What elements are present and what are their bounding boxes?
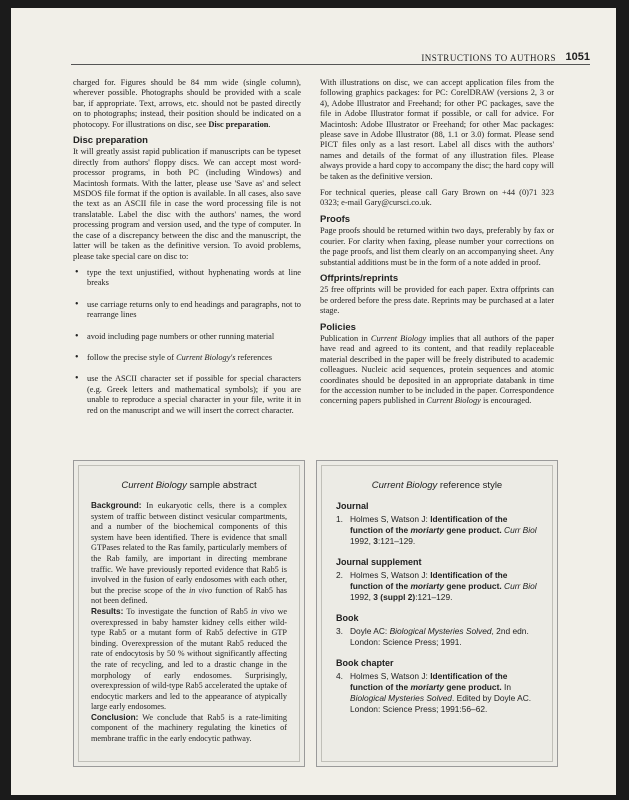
text: 3 (373, 536, 378, 546)
box-title (79, 480, 299, 491)
text: implies that all authors of the paper have read and agreed to its content, and that readily replaceable material described in the paper will be freely distributed to academic colleagues. Nucleic acid sequences, protein sequences and atomic coordinates should be deposited in an appropriate databank in time for the accession number to be included in the paper. Correspondence concerning papers published in (320, 333, 554, 406)
box-frame (321, 465, 553, 762)
text: is encouraged. (480, 396, 532, 406)
text: In eukaryotic cells, there is a complex system of traffic between distinct vesicular compartments, and a number of the biochemical components of this system have been identified. There is evidence that small GTPases related to the Ras family, particularly members of the Rab family, are important in directing membrane traffic. We have previously reported evidence that Rab5 is involved in the fusion of early endosomes with each other, but the precise scope of the (91, 501, 287, 595)
text: reference style (437, 480, 503, 491)
paragraph: For technical queries, please call Gary Brown on +44 (0)71 323 0323; e-mail Gary@cursci.co.uk. (320, 188, 554, 208)
reference-heading: Book (336, 613, 359, 623)
header-title: INSTRUCTIONS TO AUTHORS (421, 53, 556, 63)
text: moriarty (410, 682, 444, 692)
text: in vivo (188, 585, 213, 595)
text: We conclude that Rab5 is a rate-limiting component of the machinery regulating the kinetics of membrane traffic in the early endocytic pathway. (91, 712, 287, 744)
text: charged for. Figures should be 84 mm wide (single column), wherever possible. Photographs should be provided with a scale bar, if appropriate. Text, arrows, etc. should not be pasted directly on to photographs; instead, their position should be indicated on a photocopy. For illustrations on disc, see (73, 78, 301, 129)
text: moriarty (410, 581, 444, 591)
text: gene product. (444, 525, 502, 535)
abstract-background (91, 501, 287, 607)
reference-entry (336, 671, 538, 715)
box-frame (78, 465, 300, 762)
text: references (235, 352, 272, 362)
document-page (11, 8, 616, 795)
paragraph (320, 334, 554, 407)
text: Identification of the function of the (350, 514, 508, 535)
cross-reference: Disc preparation (208, 119, 269, 129)
text: Identification of the function of the (350, 671, 508, 692)
text: Biological Mysteries Solved (350, 693, 452, 703)
text: Holmes S, Watson J: (350, 570, 431, 580)
journal-name: Current Biology (121, 480, 187, 491)
running-header (11, 50, 616, 64)
box-title (322, 480, 552, 491)
list-item (73, 353, 301, 363)
reference-entry (336, 570, 538, 603)
text: :121–129. (377, 536, 416, 546)
text: in vivo (251, 606, 275, 616)
text: gene product. (444, 682, 502, 692)
reference-number: 3. (336, 626, 343, 636)
text: 1992, (350, 536, 374, 546)
journal-name: Current Biology (370, 333, 427, 343)
paragraph: Page proofs should be returned within two days, preferably by fax or courier. For clarity when faxing, please number your corrections on the page proofs, and list them clearly on an accompanying sheet. Any substantial additions must be in the form of a note added in proof. (320, 226, 554, 267)
text: Curr Biol (501, 581, 537, 591)
paragraph: It will greatly assist rapid publication if manuscripts can be typeset directly from authors' floppy discs. We can accept most word-processor programs, in both PC (including Windows) and Macintosh formats. With the latter, please use 'Save as' and select MSDOS file format if the option is available. In all cases, also save the text as an ASCII file in case the word processing file is not translatable. Label the disc with the authors' names, the word processing program and version used, and the type of computer. In the case of a discrepancy between the disc and the manuscript, the latter will be taken as the definitive version. To avoid problems, please take special care on disc to: (73, 147, 301, 261)
text: we overexpressed in baby hamster kidney cells either wild-type Rab5 or a mutant form of Rab5 defective in GTP binding. Overexpression of the mutant Rab5 reduced the rate of endocytosis by 50 % without significantly affecting the rate of recycling, and led to a drastic change in the morphology of early endosomes. Surprisingly, overexpression of wild-type Rab5 accelerated the uptake of endocytic markers and led to the appearance of atypically large early endosomes. (91, 606, 288, 712)
text: sample abstract (186, 480, 257, 491)
text: Holmes S, Watson J: (350, 514, 431, 524)
bullet-list (73, 268, 301, 416)
text: 3 (suppl 2) (373, 592, 416, 602)
text: In (501, 682, 512, 692)
right-column (320, 78, 554, 413)
text: Holmes S, Watson J: (350, 671, 431, 681)
list-item: • use the ASCII character set if possible for special characters (e.g. Greek letters and mathematical symbols); if you are unable to reproduce a special character in your file, write it in red on the manuscript and we will insert the correct character. (73, 374, 301, 416)
text: Biological Mysteries Solved (389, 626, 492, 636)
label: Conclusion: (91, 712, 139, 722)
reference-style-box (316, 460, 558, 767)
text: 1992, (350, 592, 374, 602)
journal-name: Current Biology's (176, 352, 236, 362)
header-rule (71, 64, 590, 65)
text: Curr Biol (501, 525, 537, 535)
reference-entry (336, 626, 538, 648)
text: Doyle AC: (350, 626, 390, 636)
reference-number: 2. (336, 570, 343, 580)
journal-name: Current Biology (371, 480, 438, 491)
text: gene product. (444, 581, 502, 591)
section-heading: Offprints/reprints (320, 272, 399, 284)
text: Identification of the function of the (350, 570, 508, 591)
page-number: 1051 (565, 51, 590, 63)
paragraph: charged for. Figures should be 84 mm wide (single column), wherever possible. Photographs should be provided with a scale bar, if appropriate. Text, arrows, etc. should not be pasted directly on to photographs; instead, their position should be indicated on a photocopy. For illustrations on disc, see Disc preparation. (73, 78, 301, 129)
list-item: • avoid including page numbers or other running material (73, 332, 301, 342)
reference-number: 1. (336, 514, 343, 524)
journal-name: Current Biology (426, 396, 481, 406)
section-heading: Policies (320, 321, 356, 333)
list-item: • use carriage returns only to end headings and paragraphs, not to rearrange lines (73, 300, 301, 321)
text: . Edited by Doyle AC. London: Science Press; 1991:56–62. (350, 693, 532, 714)
reference-heading: Journal (336, 501, 369, 511)
reference-heading: Journal supplement (336, 557, 422, 567)
text: moriarty (410, 525, 444, 535)
paragraph: With illustrations on disc, we can accept application files from the following graphics packages: for PC: CorelDRAW (versions 2, 3 or 4), Adobe Illustrator and Freehand; for other PC packages, save the file in Adobe Illustrator format if possible, or call for advice. For Macintosh: Adobe Illustrator or Freehand; for other Mac packages: please save in Adobe Illustrator (88, 1.1 or 3.0) format. Please send PICT files only as a last resort. Label all discs with the authors' names and details of the format of any illustration files. Please always provide a hard copy to accompany the disc; the hard copy will be taken as the definitive version. (320, 78, 554, 181)
abstract-conclusion (91, 713, 287, 745)
abstract-body (79, 501, 299, 745)
paragraph: 25 free offprints will be provided for each paper. Extra offprints can be ordered before the press date. Reprints may be purchased at a later stage. (320, 285, 554, 316)
left-column (73, 78, 301, 427)
reference-entry (336, 514, 538, 547)
abstract-results (91, 607, 287, 713)
list-item: • type the text unjustified, without hyphenating words at line breaks (73, 268, 301, 289)
text: Publication in (320, 333, 371, 343)
label: Background: (91, 501, 142, 510)
sample-abstract-box (73, 460, 305, 767)
section-heading: Proofs (320, 213, 351, 225)
text: , 2nd edn. London: Science Press; 1991. (350, 626, 529, 647)
reference-number: 4. (336, 671, 343, 681)
text: function of Rab5 has not been defined. (91, 585, 287, 606)
section-heading: Disc preparation (73, 135, 148, 147)
text: follow the precise style of (87, 352, 177, 362)
reference-list (322, 501, 552, 715)
text: :121–129. (415, 592, 453, 602)
reference-heading: Book chapter (336, 658, 394, 668)
text: To investigate the function of Rab5 (123, 606, 252, 616)
label: Results: (91, 606, 124, 616)
